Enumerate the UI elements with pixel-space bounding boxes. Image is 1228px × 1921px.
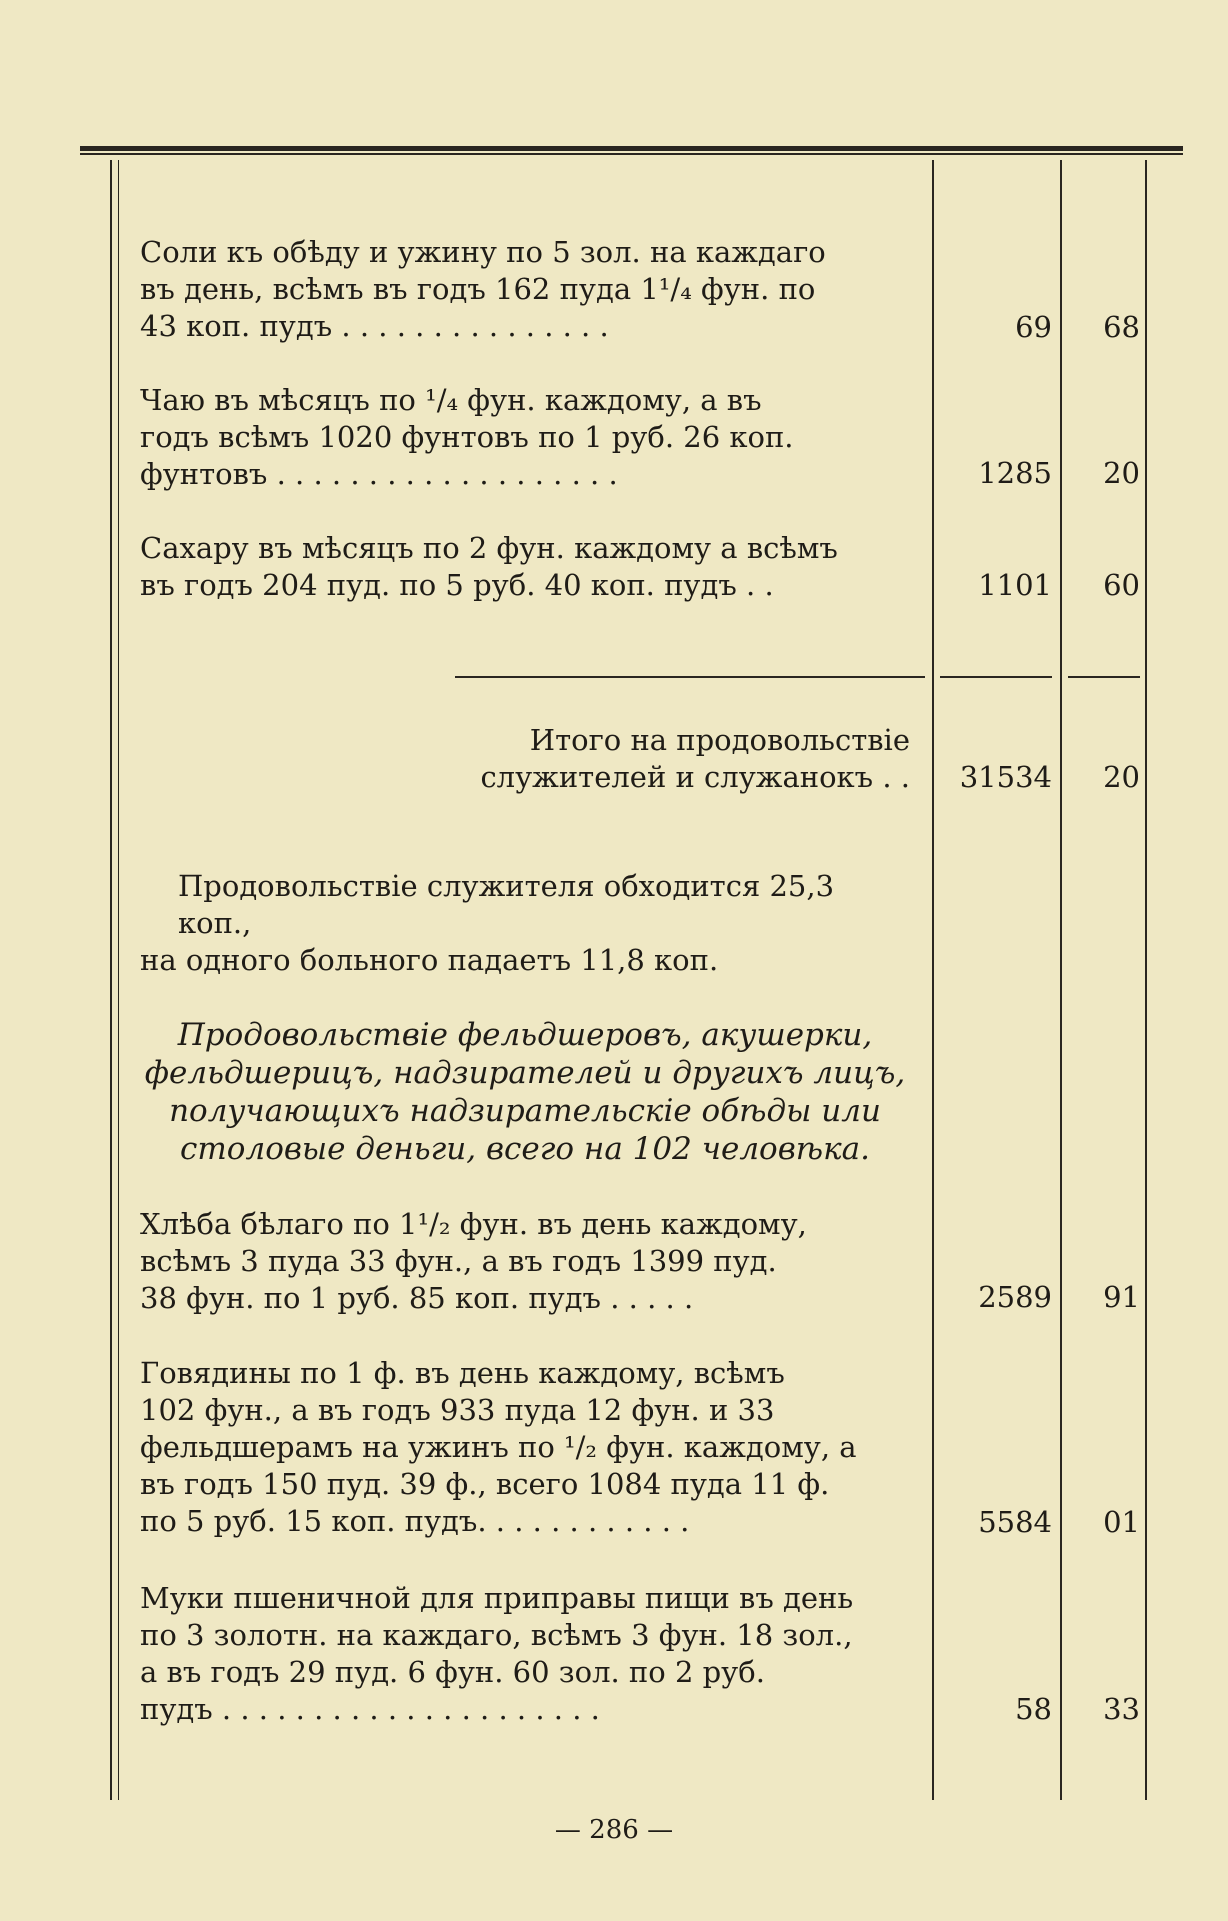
entry-sugar-rub: 1101 [978, 568, 1052, 602]
entry-line: пудъ . . . . . . . . . . . . . . . . . . . . . [140, 1692, 600, 1726]
entry-line: Муки пшеничной для приправы пищи въ день [140, 1581, 854, 1615]
entry-line: 43 коп. пудъ . . . . . . . . . . . . . . . [140, 309, 609, 343]
entry-beef [140, 1355, 910, 1540]
rub-column-rule [932, 160, 934, 1800]
entry-salt-kop: 68 [1103, 310, 1140, 344]
entry-sugar [140, 530, 910, 604]
top-rule-thin [80, 153, 1183, 155]
total-rule-rub [940, 676, 1052, 678]
heading-line: фельдшерицъ, надзирателей и другихъ лицъ, [144, 1055, 906, 1091]
entry-line: фунтовъ . . . . . . . . . . . . . . . . . . . [140, 457, 618, 491]
page-number: — 286 — [554, 1815, 674, 1845]
total-line: служителей и служанокъ . . [480, 760, 910, 794]
entry-line: 38 фун. по 1 руб. 85 коп. пудъ . . . . . [140, 1281, 694, 1315]
entry-line: по 3 золотн. на каждаго, всѣмъ 3 фун. 18 зол., [140, 1618, 853, 1652]
total-line: Итого на продовольствіе [529, 723, 910, 757]
left-border [110, 160, 112, 1800]
entry-white-bread-rub: 2589 [978, 1280, 1052, 1314]
total-rub: 31534 [959, 760, 1052, 794]
entry-beef-rub: 5584 [978, 1505, 1052, 1539]
entry-line: всѣмъ 3 пуда 33 фун., а въ годъ 1399 пуд. [140, 1244, 777, 1278]
entry-line: фельдшерамъ на ужинъ по ¹/₂ фун. каждому, а [140, 1430, 857, 1464]
entry-tea [140, 382, 910, 493]
right-border [1145, 160, 1147, 1800]
left-border-inner [118, 160, 119, 1800]
total-label [360, 722, 910, 796]
entry-line: Говядины по 1 ф. въ день каждому, всѣмъ [140, 1356, 785, 1390]
entry-line: по 5 руб. 15 коп. пудъ. . . . . . . . . . . . [140, 1504, 690, 1538]
note-line: Продовольствіе служителя обходится 25,3 коп., [178, 869, 835, 940]
total-kop: 20 [1103, 760, 1140, 794]
entry-beef-kop: 01 [1103, 1505, 1140, 1539]
kop-column-rule [1060, 160, 1062, 1800]
entry-wheat-flour [140, 1580, 910, 1728]
entry-wheat-flour-rub: 58 [1015, 1692, 1052, 1726]
entry-wheat-flour-kop: 33 [1103, 1692, 1140, 1726]
entry-tea-rub: 1285 [978, 456, 1052, 490]
entry-line: 102 фун., а въ годъ 933 пуда 12 фун. и 33 [140, 1393, 775, 1427]
total-rule-kop [1068, 676, 1140, 678]
note-line: на одного больного падаетъ 11,8 коп. [140, 943, 719, 977]
heading-line: столовые деньги, всего на 102 человѣка. [180, 1131, 870, 1167]
section-heading [140, 1016, 910, 1168]
heading-line: Продовольствіе фельдшеровъ, акушерки, [177, 1017, 873, 1053]
entry-white-bread [140, 1206, 910, 1317]
entry-salt [140, 234, 910, 345]
top-rule [80, 146, 1183, 151]
entry-line: Соли къ обѣду и ужину по 5 зол. на каждаго [140, 235, 826, 269]
entry-line: въ годъ 150 пуд. 39 ф., всего 1084 пуда 11 ф. [140, 1467, 830, 1501]
entry-tea-kop: 20 [1103, 456, 1140, 490]
note-cost [140, 868, 910, 979]
entry-white-bread-kop: 91 [1103, 1280, 1140, 1314]
entry-line: въ годъ 204 пуд. по 5 руб. 40 коп. пудъ . . [140, 568, 774, 602]
total-rule-text [455, 676, 925, 678]
entry-line: годъ всѣмъ 1020 фунтовъ по 1 руб. 26 коп. [140, 420, 794, 454]
entry-salt-rub: 69 [1015, 310, 1052, 344]
entry-sugar-kop: 60 [1103, 568, 1140, 602]
entry-line: Хлѣба бѣлаго по 1¹/₂ фун. въ день каждому, [140, 1207, 807, 1241]
entry-line: Сахару въ мѣсяцъ по 2 фун. каждому а всѣмъ [140, 531, 838, 565]
heading-line: получающихъ надзирательскіе обѣды или [169, 1093, 881, 1129]
entry-line: а въ годъ 29 пуд. 6 фун. 60 зол. по 2 руб. [140, 1655, 765, 1689]
entry-line: Чаю въ мѣсяцъ по ¹/₄ фун. каждому, а въ [140, 383, 762, 417]
entry-line: въ день, всѣмъ въ годъ 162 пуда 1¹/₄ фун. по [140, 272, 816, 306]
